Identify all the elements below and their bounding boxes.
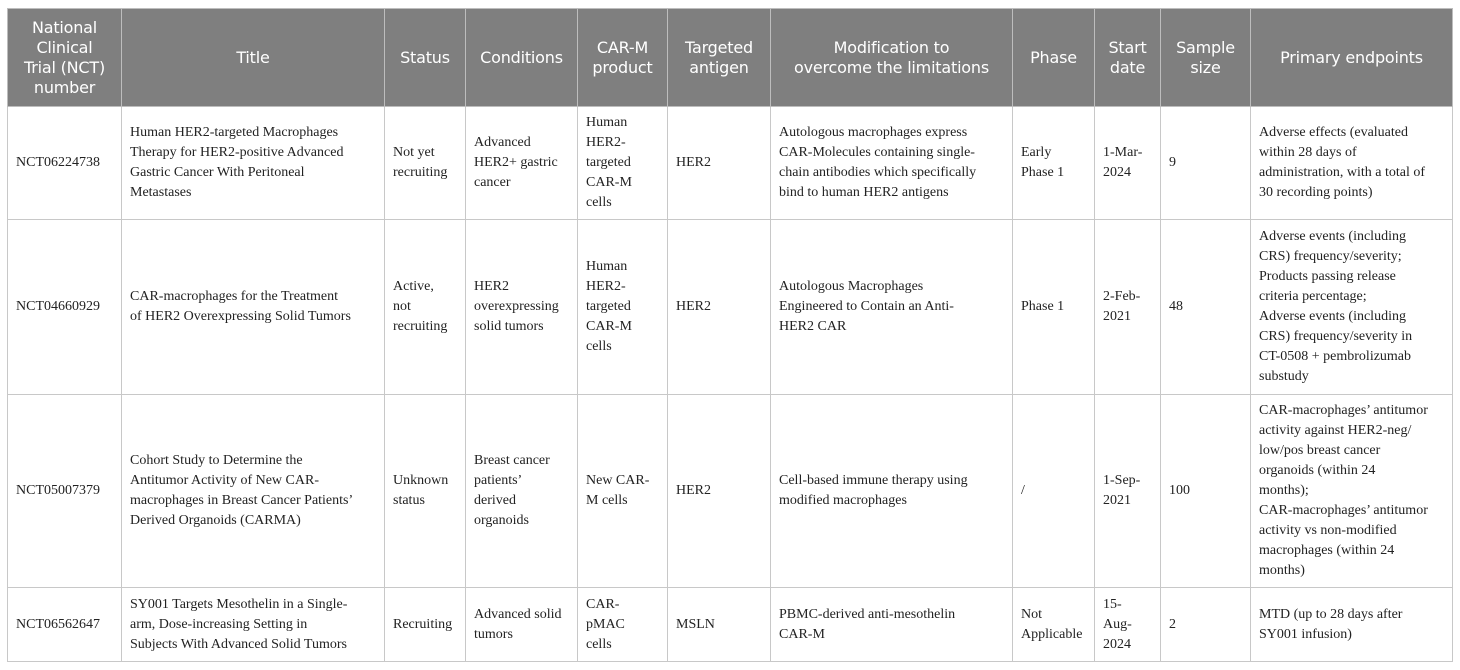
cell-nct-number: NCT04660929 <box>8 220 122 395</box>
header-targeted-antigen: Targeted antigen <box>668 9 771 107</box>
cell-phase: / <box>1013 395 1095 588</box>
header-car-m-product: CAR-M product <box>578 9 668 107</box>
cell-modification: PBMC-derived anti-mesothelin CAR-M <box>771 588 1013 662</box>
cell-modification: Cell-based immune therapy using modified macrophages <box>771 395 1013 588</box>
cell-start-date: 15- Aug- 2024 <box>1095 588 1161 662</box>
cell-targeted-antigen: HER2 <box>668 107 771 220</box>
cell-targeted-antigen: HER2 <box>668 395 771 588</box>
cell-status: Active, not recruiting <box>385 220 466 395</box>
cell-modification: Autologous Macrophages Engineered to Contain an Anti- HER2 CAR <box>771 220 1013 395</box>
cell-sample-size: 100 <box>1161 395 1251 588</box>
cell-conditions: Breast cancer patients’ derived organoids <box>466 395 578 588</box>
cell-sample-size: 2 <box>1161 588 1251 662</box>
header-title: Title <box>122 9 385 107</box>
table-row <box>8 220 1453 395</box>
cell-conditions: HER2 overexpressing solid tumors <box>466 220 578 395</box>
cell-primary-endpoints: MTD (up to 28 days after SY001 infusion) <box>1251 588 1453 662</box>
header-primary-endpoints: Primary endpoints <box>1251 9 1453 107</box>
cell-phase: Early Phase 1 <box>1013 107 1095 220</box>
cell-start-date: 2-Feb- 2021 <box>1095 220 1161 395</box>
header-status: Status <box>385 9 466 107</box>
cell-targeted-antigen: HER2 <box>668 220 771 395</box>
cell-conditions: Advanced HER2+ gastric cancer <box>466 107 578 220</box>
cell-title: Human HER2-targeted Macrophages Therapy for HER2-positive Advanced Gastric Cancer With Peritoneal Metastases <box>122 107 385 220</box>
cell-nct-number: NCT05007379 <box>8 395 122 588</box>
clinical-trials-table <box>7 8 1453 662</box>
table-row <box>8 107 1453 220</box>
cell-nct-number: NCT06224738 <box>8 107 122 220</box>
header-modification: Modification to overcome the limitations <box>771 9 1013 107</box>
cell-title: CAR-macrophages for the Treatment of HER2 Overexpressing Solid Tumors <box>122 220 385 395</box>
cell-sample-size: 9 <box>1161 107 1251 220</box>
cell-sample-size: 48 <box>1161 220 1251 395</box>
header-row <box>8 9 1453 107</box>
cell-conditions: Advanced solid tumors <box>466 588 578 662</box>
header-nct-number: National Clinical Trial (NCT) number <box>8 9 122 107</box>
cell-car-m-product: Human HER2- targeted CAR-M cells <box>578 107 668 220</box>
cell-car-m-product: Human HER2- targeted CAR-M cells <box>578 220 668 395</box>
cell-car-m-product: New CAR- M cells <box>578 395 668 588</box>
cell-status: Not yet recruiting <box>385 107 466 220</box>
cell-primary-endpoints: Adverse effects (evaluated within 28 days of administration, with a total of 30 recording points) <box>1251 107 1453 220</box>
cell-nct-number: NCT06562647 <box>8 588 122 662</box>
cell-phase: Phase 1 <box>1013 220 1095 395</box>
cell-primary-endpoints: Adverse events (including CRS) frequency/severity; Products passing release criteria percentage; Adverse events (including CRS) frequency/severity in CT-0508 + pembrolizumab substudy <box>1251 220 1453 395</box>
header-start-date: Start date <box>1095 9 1161 107</box>
cell-car-m-product: CAR- pMAC cells <box>578 588 668 662</box>
cell-targeted-antigen: MSLN <box>668 588 771 662</box>
header-sample-size: Sample size <box>1161 9 1251 107</box>
cell-title: SY001 Targets Mesothelin in a Single- arm, Dose-increasing Setting in Subjects With Advanced Solid Tumors <box>122 588 385 662</box>
table-row <box>8 588 1453 662</box>
cell-phase: Not Applicable <box>1013 588 1095 662</box>
header-phase: Phase <box>1013 9 1095 107</box>
cell-start-date: 1-Sep- 2021 <box>1095 395 1161 588</box>
cell-start-date: 1-Mar- 2024 <box>1095 107 1161 220</box>
cell-status: Recruiting <box>385 588 466 662</box>
cell-modification: Autologous macrophages express CAR-Molecules containing single- chain antibodies which specifically bind to human HER2 antigens <box>771 107 1013 220</box>
cell-status: Unknown status <box>385 395 466 588</box>
cell-primary-endpoints: CAR-macrophages’ antitumor activity against HER2-neg/ low/pos breast cancer organoids (within 24 months); CAR-macrophages’ antitumor activity vs non-modified macrophages (within 24 months) <box>1251 395 1453 588</box>
cell-title: Cohort Study to Determine the Antitumor Activity of New CAR- macrophages in Breast Cancer Patients’ Derived Organoids (CARMA) <box>122 395 385 588</box>
table-row <box>8 395 1453 588</box>
header-conditions: Conditions <box>466 9 578 107</box>
